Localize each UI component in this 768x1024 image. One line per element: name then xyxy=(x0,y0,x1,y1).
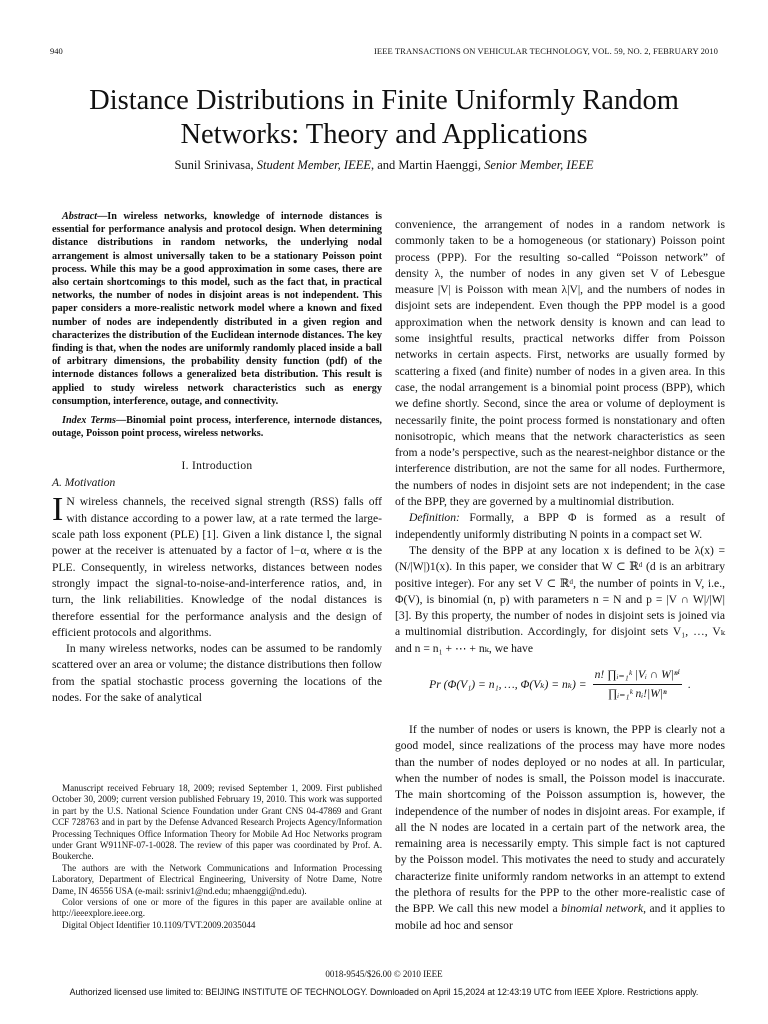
right-paragraph-3-text: If the number of nodes or users is known, the PPP is clearly not a good model, since realizations of the process may have more nodes than the number of nodes deployed or no nodes at all. In particular, when the number of nodes is small, the Poisson model is inaccurate. The main shortcoming of the Poisson assumption is, however, the independence of the number of nodes in disjoint areas. For example, if all the N nodes are located in a certain part of the network area, the remaining area is necessarily empty. This simple fact is not captured by the Poisson model. This motivates the need to study and accurately characterize finite uniformly random networks in an attempt to extend the plethora of results for the PPP to the other more-realistic case of the BPP. We call this new model a xyxy=(395,723,725,916)
abstract-text: —In wireless networks, knowledge of internode distances is essential for performance analysis and protocol design. When determining distance distributions in random networks, the underlying nodal arrangement is almost universally taken to be a stationary Poisson point process. While this may be a good approximation in some cases, there are also certain shortcomings to this model, such as the fact that, in practical networks, the number of nodes in disjoint areas is not independent. This paper considers a more-realistic network model where a known and fixed number of nodes are independently distributed in a given region and characterizes the distribution of the Euclidean internode distances. The key finding is that, when the nodes are uniformly randomly placed inside a ball of arbitrary dimensions, the probability density function (pdf) of the internode distances follows a generalized beta distribution. This result is applied to study wireless network characteristics such as energy consumption, interference, outage, and connectivity. xyxy=(52,211,382,407)
intro-paragraph-1 xyxy=(52,491,382,641)
license-notice: Authorized licensed use limited to: BEIJING INSTITUTE OF TECHNOLOGY. Downloaded on April 15,2024 at 12:43:19 UTC from IEEE Xplore. Restrictions apply. xyxy=(69,987,699,997)
right-paragraph-1: convenience, the arrangement of nodes in a random network is commonly taken to be a homogeneous (or stationary) Poisson point process (PPP). For the resulting so-called “Poisson network” of density λ, the number of nodes in any given set V of Lebesgue measure |V| is Poisson with mean λ|V|, and the numbers of nodes in disjoint sets are independent. Even though the PPP model is a good approximation when the network density is known and can lead to some insightful results, practical networks differ from Poisson networks in certain aspects. First, networks are usually formed by scattering a fixed (and finite) number of nodes in a given area. In this case, the nodal arrangement is a binomial point process (BPP), which we define shortly. Second, since the area or volume of deployment is necessarily finite, the point process formed is nonstationary and often nonisotropic, which means that the network characteristics as seen from a node’s perspective, such as the nearest-neighbor distance or the interference distribution, are not the same for all nodes. Furthermore, the numbers of nodes in disjoint sets are not independent; in the case of the BPP, they are governed by a multinomial distribution. xyxy=(395,218,725,509)
drop-cap: I xyxy=(52,491,64,529)
abstract xyxy=(52,210,382,408)
author-joiner: , and Martin Haenggi, xyxy=(370,158,485,172)
left-column xyxy=(52,210,382,706)
equation-lhs: Pr (Φ(V₁) = n₁, …, Φ(Vₖ) = nₖ) = xyxy=(429,677,587,691)
footnote-doi: Digital Object Identifier 10.1109/TVT.2009.2035044 xyxy=(62,919,256,930)
index-terms xyxy=(52,414,382,440)
footnote-manuscript: Manuscript received February 18, 2009; revised September 1, 2009. First published October 30, 2009; current version published February 19, 2010. This work was supported in part by the U.S. National Science Foundation under Grant CNS 04-47869 and Grant CCF 728763 and in part by the Defense Advanced Research Projects Agency/Information Processing Techniques Office Information Theory for Mobile Ad Hoc Networks program under Grant W911NF-07-1-0028. The review of this paper was coordinated by Prof. A. Boukerche. xyxy=(52,783,382,862)
index-terms-lead: Index Terms xyxy=(62,415,116,427)
equation-fraction xyxy=(593,667,682,702)
paper-title: Distance Distributions in Finite Uniformly Random Networks: Theory and Applications xyxy=(89,85,679,150)
right-column xyxy=(395,217,725,934)
author-name-1: Sunil Srinivasa, xyxy=(174,158,257,172)
index-terms-text: —Binomial point process, interference, internode distances, outage, Poisson point process, wireless networks. xyxy=(52,415,382,440)
equation-end: . xyxy=(687,677,691,691)
right-paragraph-2: The density of the BPP at any location x is defined to be λ(x) = (N/|W|)1(x). In this paper, we consider that W ⊂ ℝᵈ (d is an arbitrary positive integer). For any set V ⊂ ℝᵈ, the number of points in V, i.e., Φ(V), is binomial (n, p) with parameters n = N and p = |V ∩ W|/|W| [3]. By this property, the number of nodes in disjoint sets is joined via a multinomial distribution. Accordingly, for disjoint sets V₁, …, Vₖ and n = n₁ + ⋯ + nₖ, we have xyxy=(395,543,725,655)
footnote-authors: The authors are with the Network Communications and Information Processing Laboratory, Department of Electrical Engineering, University of Notre Dame, Notre Dame, IN 46556 USA (e-mail: ssriniv1@nd.edu; mhaenggi@nd.edu). xyxy=(52,862,382,896)
author-affiliation-2: Senior Member, IEEE xyxy=(484,158,594,172)
abstract-lead: Abstract xyxy=(62,211,98,222)
intro-paragraph-2: In many wireless networks, nodes can be assumed to be randomly scattered over an area or volume; the distance distributions then follow from the spatial stochastic process governing the locations of the nodes. For the sake of analytical xyxy=(52,642,382,705)
copyright-line: 0018-9545/$26.00 © 2010 IEEE xyxy=(325,969,443,979)
footnote-color: Color versions of one or more of the figures in this paper are available online at http://ieeexplore.ieee.org. xyxy=(52,897,382,919)
subsection-heading-motivation: A. Motivation xyxy=(52,477,116,490)
equation-denominator: ∏ᵢ₌₁ᵏ nᵢ!|W|ⁿ xyxy=(607,687,667,701)
binomial-network-term: binomial network xyxy=(561,902,644,916)
multinomial-equation xyxy=(395,667,725,702)
right-paragraph-3-end: , and it applies to mobile ad hoc and sensor xyxy=(395,902,725,932)
footnotes xyxy=(52,783,382,931)
section-heading-introduction: I. Introduction xyxy=(181,460,253,473)
page-number: 940 xyxy=(50,46,63,56)
running-head: IEEE TRANSACTIONS ON VEHICULAR TECHNOLOGY, VOL. 59, NO. 2, FEBRUARY 2010 xyxy=(374,46,718,56)
intro-paragraph-1-text: N wireless channels, the received signal strength (RSS) falls off with distance according to a power law, at a rate termed the large-scale path loss exponent (PLE) [1]. Given a link distance l, the signal power at the receiver is attenuated by a factor of l−α, where α is the PLE. Consequently, in wireless networks, distances between nodes strongly impact the signal-to-noise-and-interference ratios, and, in turn, the link reliabilities. Knowledge of the nodal distances is therefore essential for the performance analysis and the design of efficient protocols and algorithms. xyxy=(52,495,382,639)
definition-lead: Definition: xyxy=(409,511,460,525)
equation-numerator: n! ∏ᵢ₌₁ᵏ |Vᵢ ∩ W|ⁿⁱ xyxy=(593,667,682,685)
definition-paragraph xyxy=(395,510,725,543)
definition-text: Formally, a BPP Φ is formed as a result of independently uniformly distributing N points in a compact set W. xyxy=(395,511,725,541)
author-line xyxy=(40,158,728,173)
right-paragraph-3 xyxy=(395,722,725,934)
author-affiliation-1: Student Member, IEEE xyxy=(256,158,371,172)
